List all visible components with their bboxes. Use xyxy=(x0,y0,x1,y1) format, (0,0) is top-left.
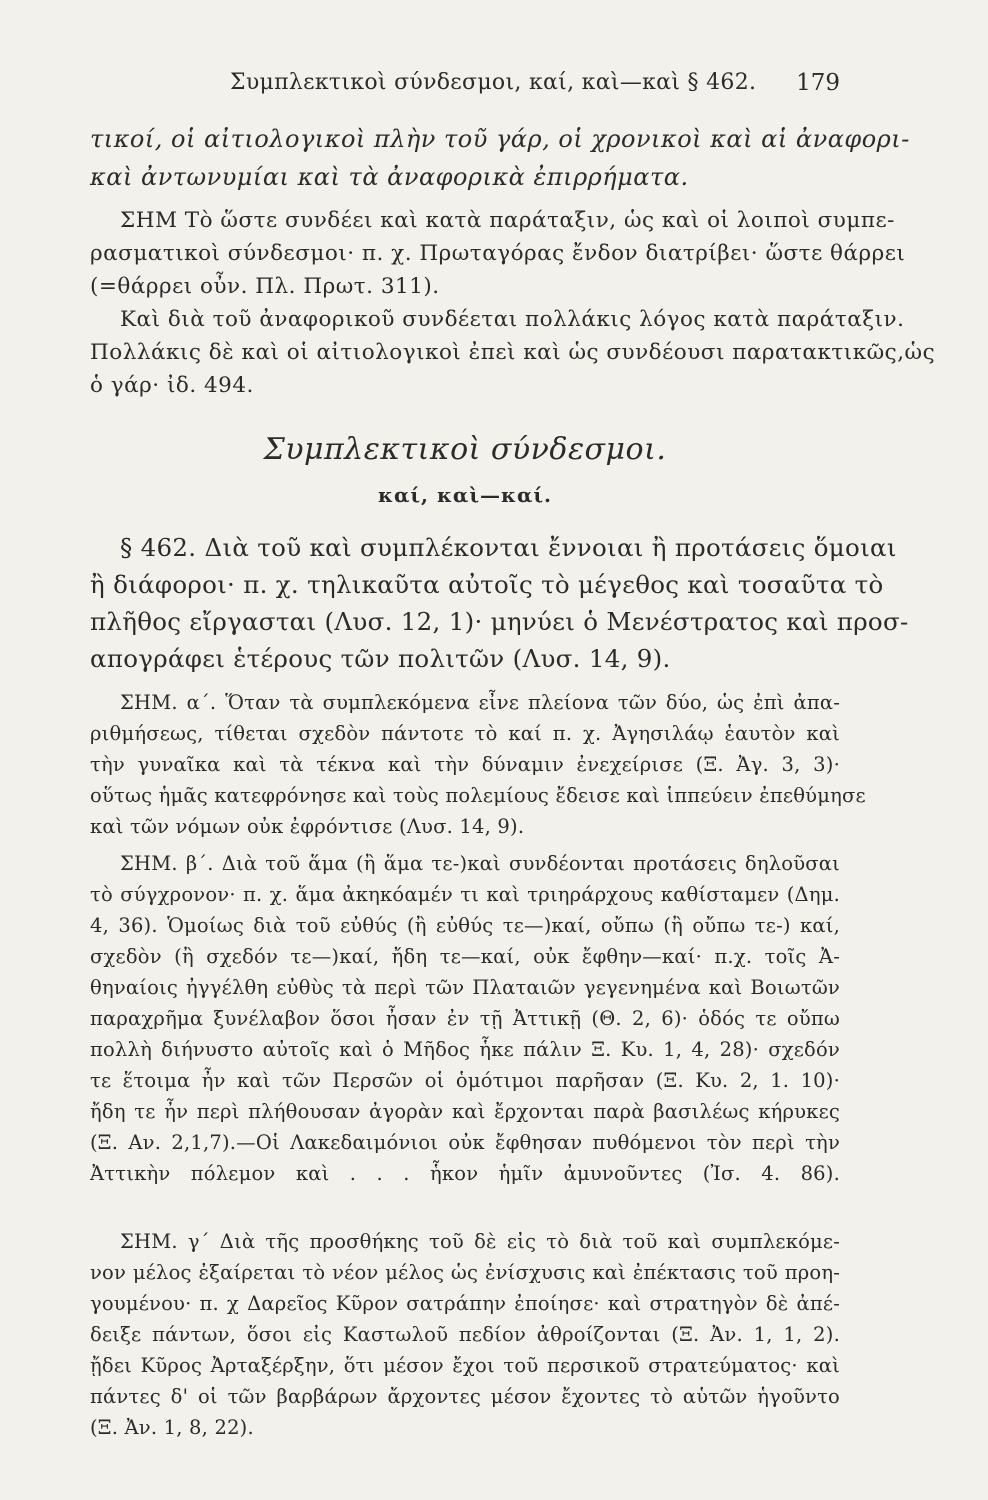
text-line: ὁ γάρ· ἰδ. 494. xyxy=(90,373,254,398)
text-line: τε ἕτοιμα ἦν καὶ τῶν Περσῶν οἱ ὁμότιμοι παρῆσαν (Ξ. Κυ. 2, 1. 10)· xyxy=(90,1069,840,1092)
text-line: τικοί, οἱ αἰτιολογικοὶ πλὴν τοῦ γάρ, οἱ χρονικοὶ καὶ αἱ ἀναφορι- xyxy=(90,125,910,153)
text-line: γουμένου· π. χ Δαρεῖος Κῦρον σατράπην ἐποίησε· καὶ στρατηγὸν δὲ ἀπέ- xyxy=(90,1292,840,1315)
page-number: 179 xyxy=(796,70,840,96)
running-head: Συμπλεκτικοὶ σύνδεσμοι, καί, καὶ—καὶ § 462. xyxy=(230,70,757,95)
text-line: ρασματικοὶ σύνδεσμοι· π. χ. Πρωταγόρας ἔνδον διατρίβει· ὥστε θάρρει xyxy=(90,241,906,266)
note-c xyxy=(90,1226,840,1443)
text-line: ριθμήσεως, τίθεται σχεδὸν πάντοτε τὸ καί π. χ. Ἀγησιλάῳ ἑαυτὸν καὶ xyxy=(90,722,840,745)
text-line: τὴν γυναῖκα καὶ τὰ τέκνα καὶ τὴν δύναμιν ἐνεχείρισε (Ξ. Ἀγ. 3, 3)· xyxy=(90,753,840,776)
text-line: ΣΗΜ. β΄. Διὰ τοῦ ἅμα (ἢ ἅμα τε-)καὶ συνδέονται προτάσεις δηλοῦσαι xyxy=(120,852,840,875)
text-line: 4, 36). Ὁμοίως διὰ τοῦ εὐθύς (ἢ εὐθύς τε—)καί, οὔπω (ἢ οὔπω τε-) καί, xyxy=(90,914,840,937)
text-line xyxy=(90,1189,840,1220)
page-header xyxy=(90,70,840,110)
text-line: (Ξ. Αν. 2,1,7).—Οἱ Λακεδαιμόνιοι οὐκ ἔφθησαν πυθόμενοι τὸν περὶ τὴν xyxy=(90,1131,840,1154)
text-line: πολλὴ διήνυστο αὐτοῖς καὶ ὁ Μῆδος ἧκε πάλιν Ξ. Κυ. 1, 4, 28)· σχεδόν xyxy=(90,1038,840,1061)
text-line: Πολλάκις δὲ καὶ οἱ αἰτιολογικοὶ ἐπεὶ καὶ ὡς συνδέουσι παρατακτικῶς,ὡς xyxy=(90,340,936,365)
text-line: δειξε πάντων, ὅσοι εἰς Καστωλοῦ πεδίον ἀθροίζονται (Ξ. Ἀν. 1, 1, 2). xyxy=(90,1323,840,1346)
paragraph-continuation xyxy=(90,120,910,196)
text-line: καὶ ἀντωνυμίαι καὶ τὰ ἀναφορικὰ ἐπιρρήματα. xyxy=(90,163,689,191)
text-line: ΣΗΜ Τὸ ὥστε συνδέει καὶ κατὰ παράταξιν, ὡς καὶ οἱ λοιποὶ συμπε- xyxy=(120,208,895,233)
note-a xyxy=(90,687,866,842)
text-line: νον μέλος ἐξαίρεται τὸ νέον μέλος ὡς ἐνίσχυσις καὶ ἐπέκτασις τοῦ προη- xyxy=(90,1261,840,1284)
text-line: ἤδη τε ἦν περὶ πλήθουσαν ἀγορὰν καὶ ἔρχονται παρὰ βασιλέως κήρυκες xyxy=(90,1100,840,1123)
section-subtitle: καί, καὶ—καί. xyxy=(377,483,553,507)
text-line: (=θάρρει οὖν. Πλ. Πρωτ. 311). xyxy=(90,274,440,299)
text-line: ᾔδει Κῦρος Ἀρταξέρξην, ὅτι μέσον ἔχοι τοῦ περσικοῦ στρατεύματος· καὶ xyxy=(90,1354,840,1377)
text-line: ΣΗΜ. α΄. Ὅταν τὰ συμπλεκόμενα εἶνε πλείονα τῶν δύο, ὡς ἐπὶ ἀπα- xyxy=(120,691,840,714)
text-line: σχεδὸν (ἢ σχεδόν τε—)καί, ἤδη τε—καί, οὐκ ἔφθην—καί· π.χ. τοῖς Ἀ- xyxy=(90,945,840,968)
text-line: ΣΗΜ. γ΄ Διὰ τῆς προσθήκης τοῦ δὲ εἰς τὸ διὰ τοῦ καὶ συμπλεκόμε- xyxy=(120,1230,840,1253)
text-line: καὶ τῶν νόμων οὐκ ἐφρόντισε (Λυσ. 14, 9). xyxy=(90,815,525,838)
text-line: τὸ σύγχρονον· π. χ. ἅμα ἀκηκόαμέν τι καὶ τριηράρχους καθίσταμεν (Δημ. xyxy=(90,883,840,906)
note-b xyxy=(90,848,840,1220)
note-paragraph xyxy=(90,204,936,402)
text-line: (Ξ. Ἀν. 1, 8, 22). xyxy=(90,1416,254,1439)
text-line: απογράφει ἑτέρους τῶν πολιτῶν (Λυσ. 14, 9). xyxy=(90,644,671,673)
text-line: πλῆθος εἴργασται (Λυσ. 12, 1)· μηνύει ὁ Μενέστρατος καὶ προσ- xyxy=(90,607,909,636)
page-body xyxy=(90,120,936,1443)
text-line: ἢ διάφοροι· π. χ. τηλικαῦτα αὐτοῖς τὸ μέγεθος καὶ τοσαῦτα τὸ xyxy=(90,570,884,599)
text-line: οὕτως ἡμᾶς κατεφρόνησε καὶ τοὺς πολεμίους ἔδεισε καὶ ἱππεύειν ἐπεθύμησε xyxy=(90,784,866,807)
text-line: παραχρῆμα ξυνέλαβον ὅσοι ἦσαν ἐν τῇ Ἀττικῇ (Θ. 2, 6)· ὁδός τε οὔπω xyxy=(90,1007,840,1030)
text-line: πάντες δ' οἱ τῶν βαρβάρων ἄρχοντες μέσον ἔχοντες τὸ αὑτῶν ἡγοῦντο xyxy=(90,1385,840,1408)
paragraph-462 xyxy=(90,529,909,677)
section-title: Συμπλεκτικοὶ σύνδεσμοι. xyxy=(263,432,667,467)
text-line: Καὶ διὰ τοῦ ἀναφορικοῦ συνδέεται πολλάκις λόγος κατὰ παράταξιν. xyxy=(120,307,905,332)
text-line: θηναίοις ἠγγέλθη εὐθὺς τὰ περὶ τῶν Πλαταιῶν γεγενημένα καὶ Βοιωτῶν xyxy=(90,976,840,999)
text-line: § 462. Διὰ τοῦ καὶ συμπλέκονται ἔννοιαι ἢ προτάσεις ὅμοιαι xyxy=(120,533,897,562)
text-line: Ἀττικὴν πόλεμον καὶ . . . ἧκον ἡμῖν ἀμυνοῦντες (Ἰσ. 4. 86). xyxy=(90,1162,840,1185)
